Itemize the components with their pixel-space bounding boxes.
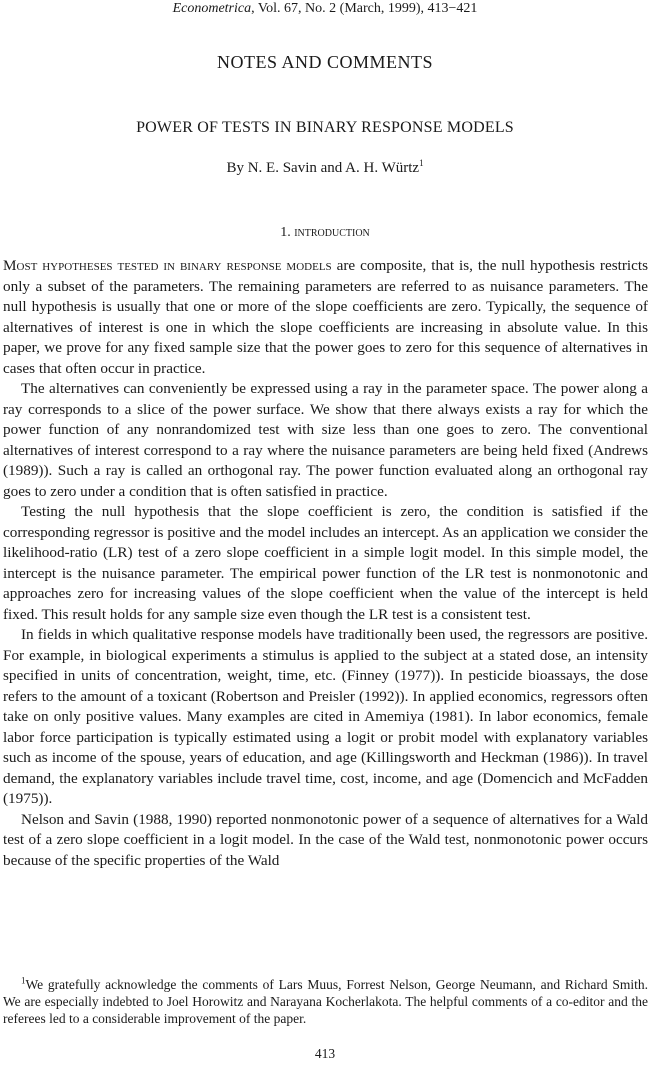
- paragraph-text: are composite, that is, the null hypothesis restricts only a subset of the parameters. The remaining parameters are referred to as nuisance parameters. The null hypothesis is usually that one or more of the slope coefficients are zero. Typically, the sequence of alternatives of interest is one in which the slope coefficients are increasing in absolute value. In this paper, we prove for any fixed sample size that the power goes to zero for this sequence of alternatives in cases that often occur in practice.: [3, 257, 648, 377]
- running-header: [0, 1, 650, 17]
- article-body: [3, 256, 648, 871]
- section-label: NOTES AND COMMENTS: [216, 52, 434, 72]
- paragraph: Nelson and Savin (1988, 1990) reported nonmonotonic power of a sequence of alternatives for a Wald test of a zero slope coefficient in a logit model. In the case of the Wald test, nonmonotonic power occurs because of the specific properties of the Wald: [3, 810, 648, 869]
- paragraph: In fields in which qualitative response models have traditionally been used, the regressors are positive. For example, in biological experiments a stimulus is applied to the subject at a stated dose, an intensity specified in units of concentration, weight, time, etc. (Finney (1977)). In pesticide bioassays, the dose refers to the amount of a toxicant (Robertson and Preisler (1992)). In applied economics, regressors often take on only positive values. Many examples are cited in Amemiya (1981). In labor economics, female labor force participation is typically estimated using a logit or probit model with explanatory variables such as income of the spouse, years of education, and age (Killingsworth and Heckman (1986)). In travel demand, the explanatory variables include travel time, cost, income, and age (Domencich and McFadden (1975)).: [3, 626, 648, 807]
- paragraph: [3, 256, 648, 379]
- authors-text: By N. E. Savin and A. H. Würtz: [226, 160, 420, 176]
- lead-in-text: Most hypotheses tested in binary response models: [3, 257, 332, 274]
- article-title: POWER OF TESTS IN BINARY RESPONSE MODELS: [136, 119, 514, 136]
- footnote-mark: 1: [21, 975, 26, 986]
- author-line: [0, 160, 650, 177]
- footnote: [3, 976, 648, 1027]
- journal-name: Econometrica: [172, 1, 252, 16]
- section-heading-text: introduction: [294, 225, 370, 240]
- journal-citation: , Vol. 67, No. 2 (March, 1999), 413−421: [251, 1, 478, 16]
- paragraph: The alternatives can conveniently be expressed using a ray in the parameter space. The power along a ray corresponds to a slice of the power surface. We show that there always exists a ray for which the power function of any nonrandomized test with size less than one goes to zero. The conventional alternatives of interest correspond to a ray where the nuisance parameters are being held fixed (Andrews (1989)). Such a ray is called an orthogonal ray. The power function evaluated along an orthogonal ray goes to zero under a condition that is often satisfied in practice.: [3, 380, 648, 500]
- footnote-text: We gratefully acknowledge the comments of Lars Muus, Forrest Nelson, George Neumann, and Richard Smith. We are especially indebted to Joel Horowitz and Narayana Kocherlakota. The helpful comments of a co-editor and the referees led to a considerable improvement of the paper.: [3, 977, 648, 1026]
- section-number: 1.: [280, 225, 291, 240]
- section-heading: [0, 225, 650, 241]
- paragraph: Testing the null hypothesis that the slope coefficient is zero, the condition is satisfied if the corresponding regressor is positive and the model includes an intercept. As an application we consider the likelihood-ratio (LR) test of a zero slope coefficient in a simple logit model. In this simple model, the intercept is the nuisance parameter. The empirical power function of the LR test is nonmonotonic and approaches zero for increasing values of the slope coefficient when the value of the intercept is held fixed. This result holds for any sample size even though the LR test is a consistent test.: [3, 503, 648, 623]
- author-footnote-mark: 1: [419, 158, 424, 168]
- page-number: 413: [314, 1046, 336, 1061]
